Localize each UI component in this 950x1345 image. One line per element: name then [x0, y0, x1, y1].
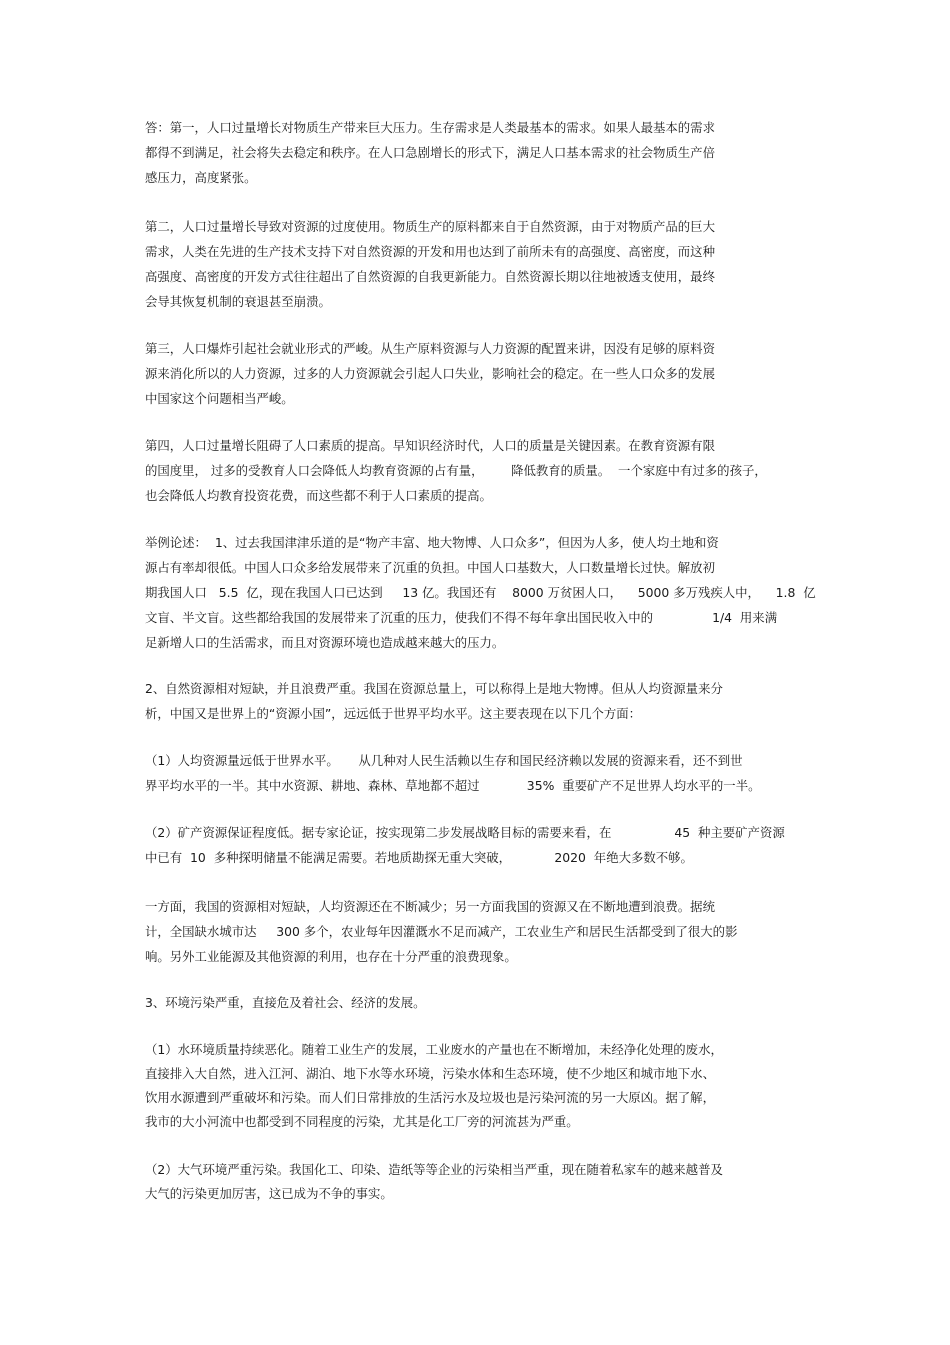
paragraph-6	[145, 676, 825, 726]
text-line: 中已有 10 多种探明储量不能满足需要。若地质勘探无重大突破， 2020 年绝大多数不够。	[145, 850, 693, 865]
text-line: 一方面，我国的资源相对短缺，人均资源还在不断减少；另一方面我国的资源又在不断地遭到浪费。据统	[145, 899, 715, 914]
text-line: 都得不到满足，社会将失去稳定和秩序。在人口急剧增长的形式下，满足人口基本需求的社会物质生产倍	[145, 145, 715, 160]
text-line: 析，中国又是世界上的“资源小国”，远远低于世界平均水平。这主要表现在以下几个方面：	[145, 706, 642, 721]
paragraph-11	[145, 1038, 825, 1134]
text-line: 3、环境污染严重，直接危及着社会、经济的发展。	[145, 995, 426, 1010]
paragraph-7	[145, 748, 825, 798]
paragraph-3	[145, 336, 825, 411]
text-line: 饮用水源遭到严重破坏和污染。而人们日常排放的生活污水及垃圾也是污染河流的另一大原凶。据了解，	[145, 1090, 715, 1105]
text-line: 源占有率却很低。中国人口众多给发展带来了沉重的负担。中国人口基数大，人口数量增长过快。解放初	[145, 560, 715, 575]
paragraph-5	[145, 530, 825, 655]
text-line: 也会降低人均教育投资花费，而这些都不利于人口素质的提高。	[145, 488, 492, 503]
text-line: 会导其恢复机制的衰退甚至崩溃。	[145, 294, 331, 309]
paragraph-2	[145, 214, 825, 314]
text-line: 文盲、半文盲。这些都给我国的发展带来了沉重的压力，使我们不得不每年拿出国民收入中的 1/4 用来满	[145, 610, 778, 625]
paragraph-1	[145, 115, 825, 190]
text-line: 高强度、高密度的开发方式往往超出了自然资源的自我更新能力。自然资源长期以往地被透支使用，最终	[145, 269, 715, 284]
text-line: 源来消化所以的人力资源，过多的人力资源就会引起人口失业，影响社会的稳定。在一些人口众多的发展	[145, 366, 715, 381]
text-line: 感压力，高度紧张。	[145, 170, 257, 185]
text-line: 第四，人口过量增长阻碍了人口素质的提高。早知识经济时代，人口的质量是关键因素。在教育资源有限	[145, 438, 715, 453]
text-line: 2、自然资源相对短缺，并且浪费严重。我国在资源总量上，可以称得上是地大物博。但从人均资源量来分	[145, 681, 723, 696]
text-line: 需求，人类在先进的生产技术支持下对自然资源的开发和用也达到了前所未有的高强度、高密度，而这种	[145, 244, 715, 259]
text-line: 直接排入大自然，进入江河、湖泊、地下水等水环境，污染水体和生态环境，使不少地区和城市地下水、	[145, 1066, 715, 1081]
paragraph-4	[145, 433, 825, 508]
text-line: 界平均水平的一半。其中水资源、耕地、森林、草地都不超过 35% 重要矿产不足世界人均水平的一半。	[145, 778, 761, 793]
text-line: 中国家这个问题相当严峻。	[145, 391, 294, 406]
text-line: 举例论述： 1、过去我国津津乐道的是“物产丰富、地大物博、人口众多”，但因为人多，使人均土地和资	[145, 535, 719, 550]
text-line: 期我国人口 5.5 亿，现在我国人口已达到 13 亿。我国还有 8000 万贫困人口， 5000 多万残疾人中， 1.8 亿	[145, 585, 816, 600]
text-line: （1）水环境质量持续恶化。随着工业生产的发展，工业废水的产量也在不断增加，未经净化处理的废水，	[145, 1042, 723, 1057]
paragraph-8	[145, 820, 825, 870]
text-line: 计，全国缺水城市达 300 多个，农业每年因灌溉水不足而减产，工农业生产和居民生活都受到了很大的影	[145, 924, 738, 939]
text-line: （2）矿产资源保证程度低。据专家论证，按实现第二步发展战略目标的需要来看，在 45 种主要矿产资源	[145, 825, 785, 840]
text-line: 的国度里， 过多的受教育人口会降低人均教育资源的占有量， 降低教育的质量。 一个家庭中有过多的孩子，	[145, 463, 767, 478]
text-line: 第三，人口爆炸引起社会就业形式的严峻。从生产原料资源与人力资源的配置来讲，因没有足够的原料资	[145, 341, 715, 356]
text-line: （1）人均资源量远低于世界水平。 从几种对人民生活赖以生存和国民经济赖以发展的资源来看，还不到世	[145, 753, 743, 768]
paragraph-9	[145, 894, 825, 969]
text-line: 足新增人口的生活需求，而且对资源环境也造成越来越大的压力。	[145, 635, 505, 650]
text-line: 第二，人口过量增长导致对资源的过度使用。物质生产的原料都来自于自然资源，由于对物质产品的巨大	[145, 219, 715, 234]
paragraph-12	[145, 1158, 825, 1206]
paragraph-10	[145, 990, 825, 1015]
text-line: 响。另外工业能源及其他资源的利用，也存在十分严重的浪费现象。	[145, 949, 517, 964]
text-line: 大气的污染更加厉害，这已成为不争的事实。	[145, 1186, 393, 1201]
text-line: （2）大气环境严重污染。我国化工、印染、造纸等等企业的污染相当严重，现在随着私家车的越来越普及	[145, 1162, 723, 1177]
text-line: 我市的大小河流中也都受到不同程度的污染，尤其是化工厂旁的河流甚为严重。	[145, 1114, 579, 1129]
text-line: 答：第一，人口过量增长对物质生产带来巨大压力。生存需求是人类最基本的需求。如果人最基本的需求	[145, 120, 715, 135]
